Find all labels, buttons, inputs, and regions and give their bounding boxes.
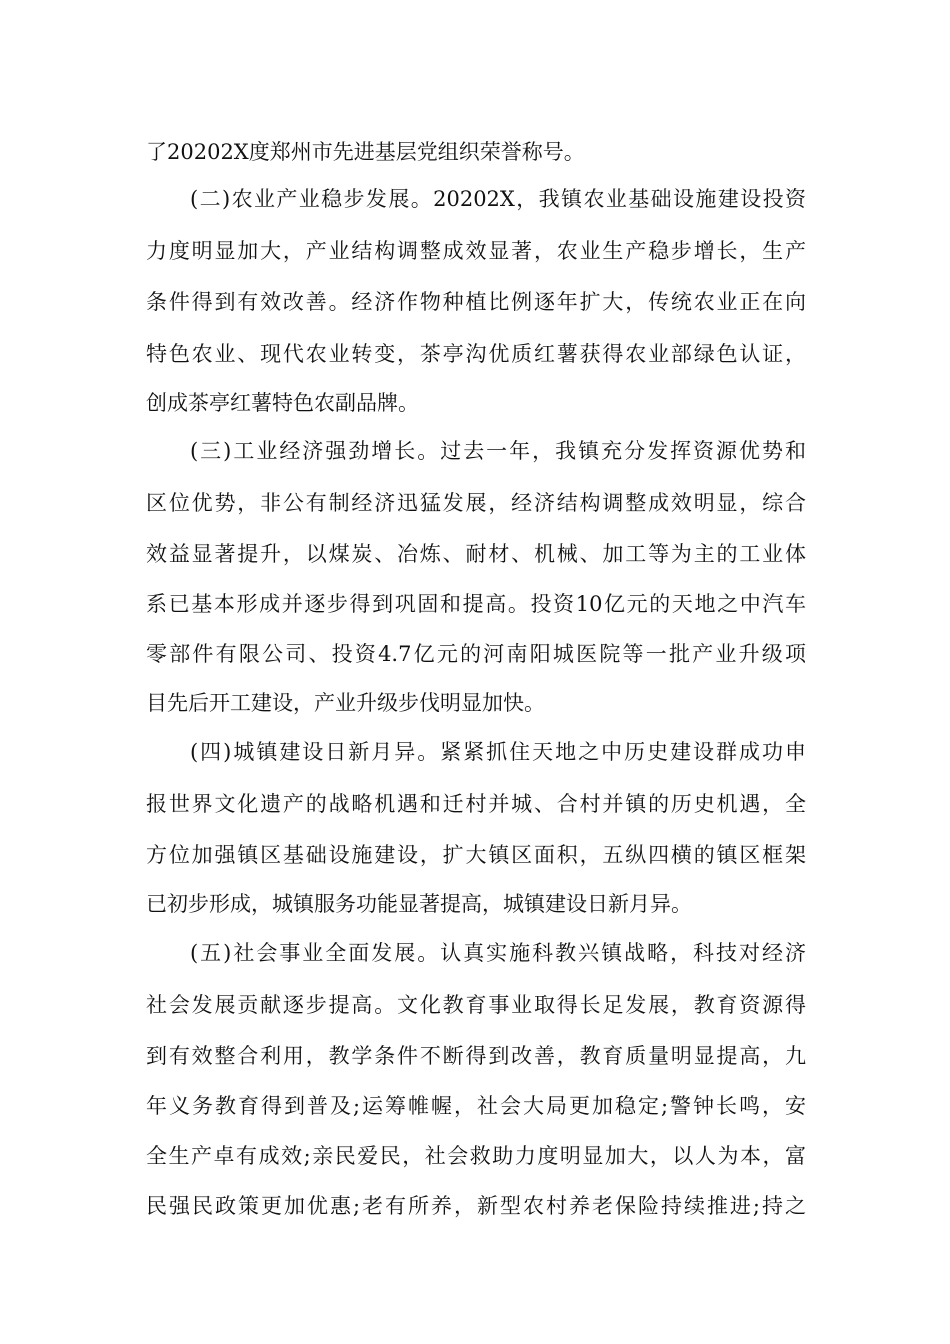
text-line: 全生产卓有成效;亲民爱民，社会救助力度明显加大，以人为本，富 [146, 1144, 806, 1168]
text-line: (四)城镇建设日新月异。紧紧抓住天地之中历史建设群成功申 [190, 740, 806, 764]
text-line: 效益显著提升，以煤炭、冶炼、耐材、机械、加工等为主的工业体 [146, 542, 806, 566]
text-line: 社会发展贡献逐步提高。文化教育事业取得长足发展，教育资源得 [146, 993, 806, 1017]
text-line: 系已基本形成并逐步得到巩固和提高。投资10亿元的天地之中汽车 [146, 592, 806, 616]
text-line: 创成茶亭红薯特色农副品牌。 [146, 391, 419, 415]
text-line: 民强民政策更加优惠;老有所养，新型农村养老保险持续推进;持之 [146, 1194, 806, 1218]
text-line: 零部件有限公司、投资4.7亿元的河南阳城医院等一批产业升级项 [146, 642, 806, 666]
text-line: 了20202X度郑州市先进基层党组织荣誉称号。 [146, 140, 585, 164]
text-line: (三)工业经济强劲增长。过去一年，我镇充分发挥资源优势和 [190, 439, 806, 463]
text-line: 方位加强镇区基础设施建设，扩大镇区面积，五纵四横的镇区框架 [146, 843, 806, 867]
text-line: 条件得到有效改善。经济作物种植比例逐年扩大，传统农业正在向 [146, 290, 806, 314]
text-line: 到有效整合利用，教学条件不断得到改善，教育质量明显提高，九 [146, 1044, 806, 1068]
text-line: (五)社会事业全面发展。认真实施科教兴镇战略，科技对经济 [190, 941, 806, 965]
text-line: 已初步形成，城镇服务功能显著提高，城镇建设日新月异。 [146, 892, 692, 916]
text-line: (二)农业产业稳步发展。20202X，我镇农业基础设施建设投资 [190, 187, 806, 211]
text-line: 力度明显加大，产业结构调整成效显著，农业生产稳步增长，生产 [146, 239, 806, 263]
text-line: 年义务教育得到普及;运筹帷幄，社会大局更加稳定;警钟长鸣，安 [146, 1094, 806, 1118]
text-line: 区位优势，非公有制经济迅猛发展，经济结构调整成效明显，综合 [146, 491, 806, 515]
text-line: 特色农业、现代农业转变，茶亭沟优质红薯获得农业部绿色认证， [146, 342, 806, 366]
text-line: 目先后开工建设，产业升级步伐明显加快。 [146, 691, 545, 715]
text-line: 报世界文化遗产的战略机遇和迁村并城、合村并镇的历史机遇，全 [146, 792, 806, 816]
